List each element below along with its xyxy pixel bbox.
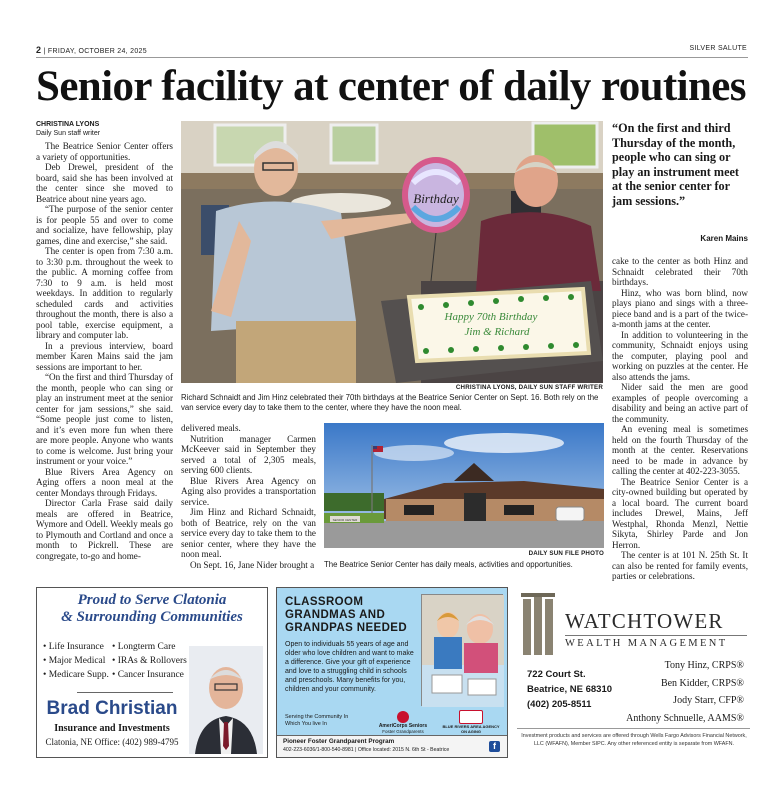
watchtower-logo-icon [521,593,555,655]
headline: Senior facility at center of daily routines [36,63,746,110]
article-paragraph: delivered meals. [181,423,241,433]
ad3-address2: Beatrice, NE 68310 [527,684,613,695]
article-column-3 [612,256,748,581]
ad1-divider [77,692,173,693]
page-header-left [36,45,147,55]
issue-date: | FRIDAY, OCTOBER 24, 2025 [43,48,147,55]
article-paragraph: On Sept. 16, Jane Nider brought a [190,559,315,570]
ad1-items-left [43,640,109,682]
ad3-person: Ben Kidder, CRPS® [660,677,744,689]
photo2-caption: The Beatrice Senior Center has daily meals, activities and opportunities. [324,560,573,569]
ad2-footer-title: Pioneer Foster Grandparent Program [283,738,395,745]
center-sign-text: SENIOR CENTER [332,518,358,522]
pull-quote: “On the first and third Thursday of the month, people who can sing or play an instrument meet at the senior center for jam sessions.” [612,121,739,208]
article-paragraph: Hinz, who was born blind, now plays piano and sings with a three-piece band and is a part of the twice-a-month jams at the center. [612,287,748,329]
senior-center-photo [324,423,604,548]
ad3-person: Jody Starr, CFP® [673,695,744,706]
balloon-text: Birthday [413,191,459,206]
ad2-photo-image [422,595,504,707]
page-number: 2 [36,45,42,55]
article-paragraph: In a previous interview, board member Karen Mains said the jam sessions are important to her. [36,340,173,372]
article-paragraph: Jim Hinz and Richard Schnaidt, both of Beatrice, rely on the van service every day to take them to the senior center, where they have the noon meal. [181,507,316,559]
ad2-photo [421,594,503,706]
ad3-address1: 722 Court St. [527,669,586,680]
senior-center-photo-image [324,423,604,548]
article-paragraph: The center is open from 7:30 a.m. to 3:30 p.m. throughout the week to the public. A morning coffee from 7:30 to 9 a.m. is held most weekdays. In addition to regularly scheduled cards and activities throughout the month, there is also a pool table, exercise equipment, a library and computer lab. [36,246,173,340]
ad3-brand: WATCHTOWER [565,609,724,633]
article-paragraph: The Beatrice Senior Center offers a variety of opportunities. [36,141,173,162]
pull-quote-attribution: Karen Mains [700,234,748,243]
ad-brad-christian[interactable] [36,587,268,758]
ad1-portrait [189,646,263,754]
ad2-logo1-sub: Foster Grandparents [382,729,424,734]
ad3-address [527,667,612,712]
ad1-item: • Cancer Insurance [112,670,184,680]
ad2-title-line2: GRANDMAS AND [285,609,386,621]
ad2-title-line1: CLASSROOM [285,596,364,608]
ad3-tagline: WEALTH MANAGEMENT [565,638,728,649]
article-paragraph: The center is at 101 N. 25th St. It can also be rented for family events, parties or celebrations. [612,550,748,581]
ad2-title-line3: GRANDPAS NEEDED [285,622,408,634]
ad2-logo2: BLUE RIVERS AREA AGENCY ON AGING [442,724,500,734]
ad1-subtitle: Insurance and Investments [54,723,170,734]
article-paragraph: The Beatrice Senior Center is a city-owned building but operated by a local board. The current board includes Drewel, Mains, Jeff Westphal, Rhonda Menzl, Nettie Sikyta, Shirley Parde and Jon Herron. [612,476,748,550]
ad2-serving: Serving the Community In Which You live In [285,714,349,727]
photo1-credit: CHRISTINA LYONS, DAILY SUN STAFF WRITER [455,384,603,391]
article-column-2 [181,423,316,573]
ad1-title-line1: Proud to Serve Clatonia [77,592,227,608]
article-paragraph: “On the first and third Thursday of the month, people who can sing or play an instrument meet at the senior center for jam sessions,” she said. “Some people just come to listen, and it’s even more fun when there are more people. Anyone who wants to come is welcome. Just bring your instrument or your voice.” [36,372,173,466]
article-paragraph: Nider said the men are good examples of people overcoming a disability and being an active part of the community. [612,382,748,424]
article-paragraph: Deb Drewel, president of the board, said she has been involved at the center since she moved to Beatrice about nine years ago. [36,162,173,204]
ad2-footer [277,735,507,757]
ad1-item: • IRAs & Rollovers [112,656,187,666]
article-paragraph: Blue Rivers Area Agency on Aging offers a noon meal at the center Mondays through Fridays. [36,466,173,498]
ad1-title-line2: & Surrounding Communities [61,609,243,625]
article-column-1 [36,141,173,573]
photo1-caption: Richard Schnaidt and Jim Hinz celebrated their 70th birthdays at the Beatrice Senior Center on Sept. 16. Both rely on the van service every day to take them to the center, where they have the noon meal. [181,393,599,413]
byline-name: CHRISTINA LYONS [36,121,100,128]
ad3-disclaimer: Investment products and services are offered through Wells Fargo Advisors Financial Network, LLC (WFAFN), Member SIPC. Any other referenced entity is separate from WFAFN. [521,733,747,747]
ad2-logo1: AmeriCorps Seniors [378,723,428,729]
ad1-item: • Major Medical [43,656,106,666]
ad1-item: • Medicare Supp. [43,670,109,680]
photo2-credit: DAILY SUN FILE PHOTO [528,550,604,557]
ad3-phone[interactable]: (402) 205-8511 [527,699,592,710]
ad1-office: Clatonia, NE Office: (402) 989-4795 [45,737,179,747]
cake-text-line1: Happy 70th Birthday [444,311,538,323]
section-name: SILVER SALUTE [689,45,747,52]
ad3-people [626,657,744,727]
header-rule [36,57,748,58]
ad2-footer-info: 402-223-6036/1-800-540-8981 | Office located: 2015 N. 6th St - Beatrice [283,747,450,753]
ad1-items-right [112,640,187,682]
ad1-portrait-image [189,646,263,754]
byline-title: Daily Sun staff writer [36,130,101,137]
blue-rivers-logo-icon [459,710,483,724]
cake-text-line2: Jim & Richard [464,326,530,338]
americorps-logo-icon [397,711,409,723]
ad2-logo-americorps [373,711,433,734]
article-paragraph: Blue Rivers Area Agency on Aging also provides a transportation service. [181,475,316,507]
ad-watchtower[interactable] [517,587,750,758]
ad3-divider [517,728,750,729]
article-paragraph: cake to the center as both Hinz and Schnaidt celebrated their 70th birthdays. [612,256,748,287]
article-paragraph: Director Carla Frase said daily meals are offered in Beatrice, Wymore and Odell. Weekly meals go to Plymouth and Cortland and once a month to Pickrell. These are congregate, to-go and home- [36,498,173,561]
ad-foster-grandparents[interactable] [276,587,508,758]
article-paragraph: Nutrition manager Carmen McKeever said in September they served a total of 2,305 meals, serving 600 clients. [181,433,316,475]
ad3-person: Tony Hinz, CRPS® [664,660,744,671]
article-paragraph: An evening meal is sometimes held on the fourth Thursday of the month at the center. Reservations need to be made in advance by calling the center at 402-223-3055. [612,424,748,476]
ad3-rule [565,635,747,636]
ad1-item: • Longterm Care [112,642,176,652]
ad3-person: Anthony Schnuelle, AAMS® [626,712,744,724]
ad2-logo-blue-rivers [441,710,501,734]
article-paragraph: “The purpose of the senior center is for people 55 and over to come and socialize, have fellowship, play games, dine and exercise,” she said. [36,204,173,246]
facebook-icon[interactable]: f [489,741,500,752]
ad2-body: Open to individuals 55 years of age and older who love children and want to make a difference. Give your gift of experience and love to a struggling child in schools and preschools. Many benefits for you, children and your community. [285,641,414,693]
birthday-photo [181,121,603,383]
ad1-name: Brad Christian [46,698,178,719]
ad1-item: • Life Insurance [43,642,104,652]
article-paragraph: In addition to volunteering in the community, Schnaidt enjoys using the computer, playing pool and working on puzzles at the center. He also attends the jams. [612,329,748,382]
birthday-photo-image [181,121,603,383]
